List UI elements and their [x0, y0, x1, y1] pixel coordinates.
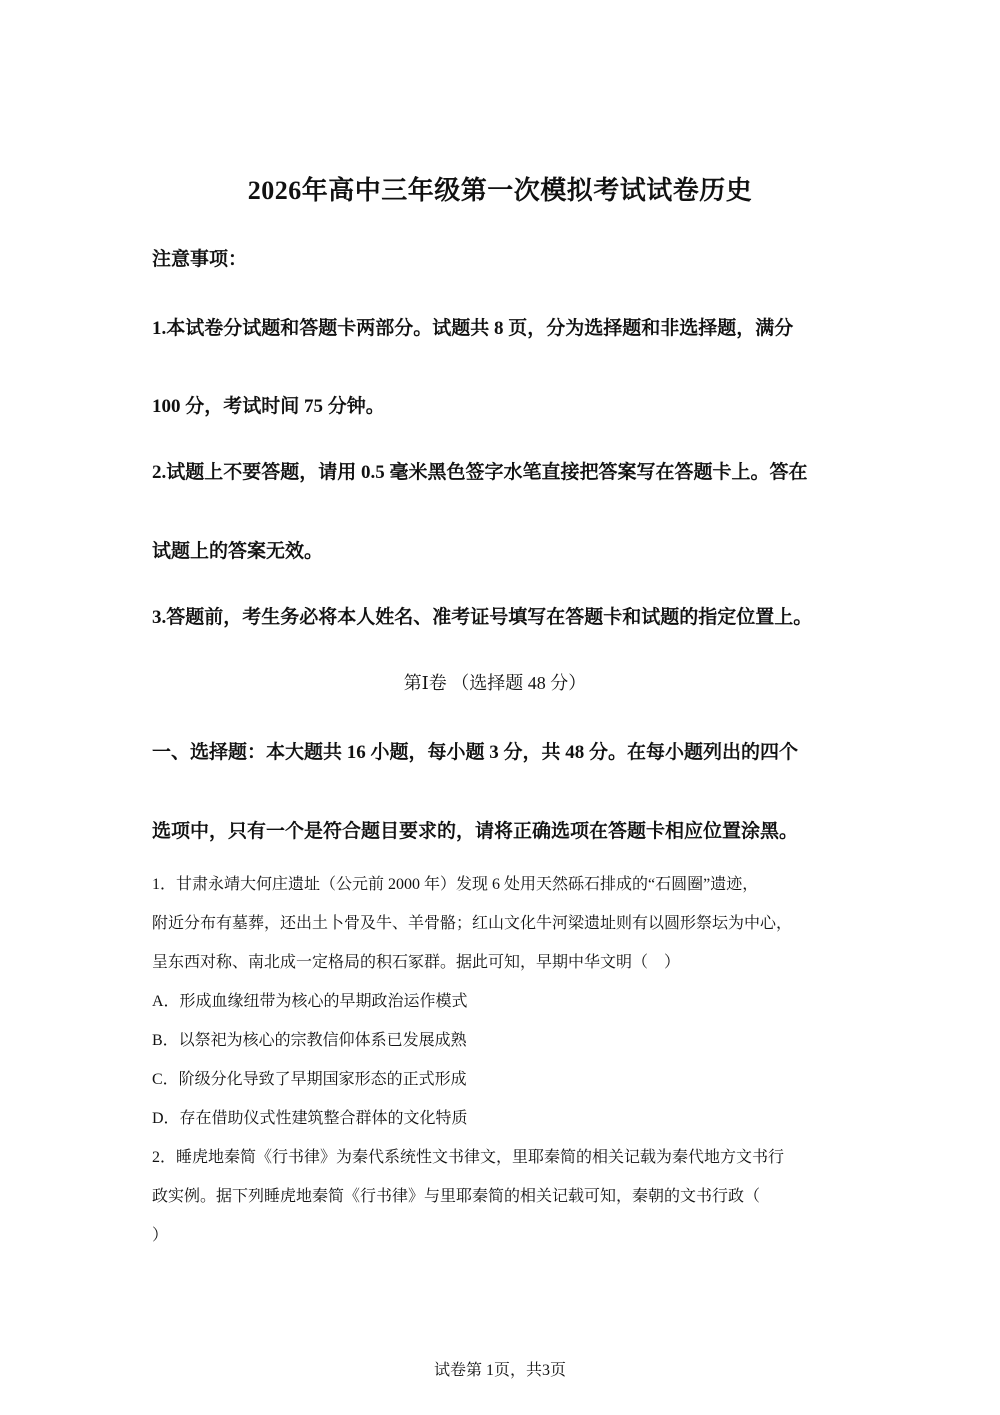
question-1-option-a: A．形成血缘纽带为核心的早期政治运作模式 [152, 993, 468, 1010]
exam-title: 2026年高中三年级第一次模拟考试试卷历史 [247, 176, 753, 205]
question-1-option-d: D．存在借助仪式性建筑整合群体的文化特质 [152, 1110, 468, 1127]
notice-line-2: 100 分，考试时间 75 分钟。 [152, 396, 385, 417]
section-title: 第Ⅰ卷 （选择题 48 分） [403, 673, 587, 693]
part-heading-line-1: 一、选择题：本大题共 16 小题，每小题 3 分，共 48 分。在每小题列出的四个 [152, 742, 799, 763]
notice-heading: 注意事项： [152, 249, 248, 270]
notice-line-1: 1.本试卷分试题和答题卡两部分。试题共 8 页，分为选择题和非选择题，满分 [152, 318, 794, 339]
question-2-line-3: ） [152, 1227, 169, 1244]
question-2-line-1: 2．睡虎地秦简《行书律》为秦代系统性文书律文，里耶秦简的相关记载为秦代地方文书行 [152, 1149, 785, 1166]
question-1-line-2: 附近分布有墓葬，还出土卜骨及牛、羊骨骼；红山文化牛河梁遗址则有以圆形祭坛为中心， [152, 915, 793, 932]
question-1-line-1: 1．甘肃永靖大何庄遗址（公元前 2000 年）发现 6 处用天然砾石排成的“石圆圈”遗迹， [152, 876, 759, 893]
part-heading-line-2: 选项中，只有一个是符合题目要求的，请将正确选项在答题卡相应位置涂黑。 [152, 821, 799, 842]
page-footer: 试卷第 1页，共3页 [433, 1362, 566, 1379]
question-2-line-2: 政实例。据下列睡虎地秦简《行书律》与里耶秦简的相关记载可知，秦朝的文书行政（ [152, 1188, 761, 1205]
notice-line-4: 试题上的答案无效。 [152, 541, 324, 562]
question-1-option-b: B．以祭祀为核心的宗教信仰体系已发展成熟 [152, 1032, 467, 1049]
question-1-line-3: 呈东西对称、南北成一定格局的积石冢群。据此可知，早期中华文明（ ） [152, 954, 681, 971]
notice-line-5: 3.答题前，考生务必将本人姓名、准考证号填写在答题卡和试题的指定位置上。 [152, 607, 813, 628]
question-1-option-c: C．阶级分化导致了早期国家形态的正式形成 [152, 1071, 467, 1088]
notice-line-3: 2.试题上不要答题，请用 0.5 毫米黑色签字水笔直接把答案写在答题卡上。答在 [152, 462, 808, 483]
